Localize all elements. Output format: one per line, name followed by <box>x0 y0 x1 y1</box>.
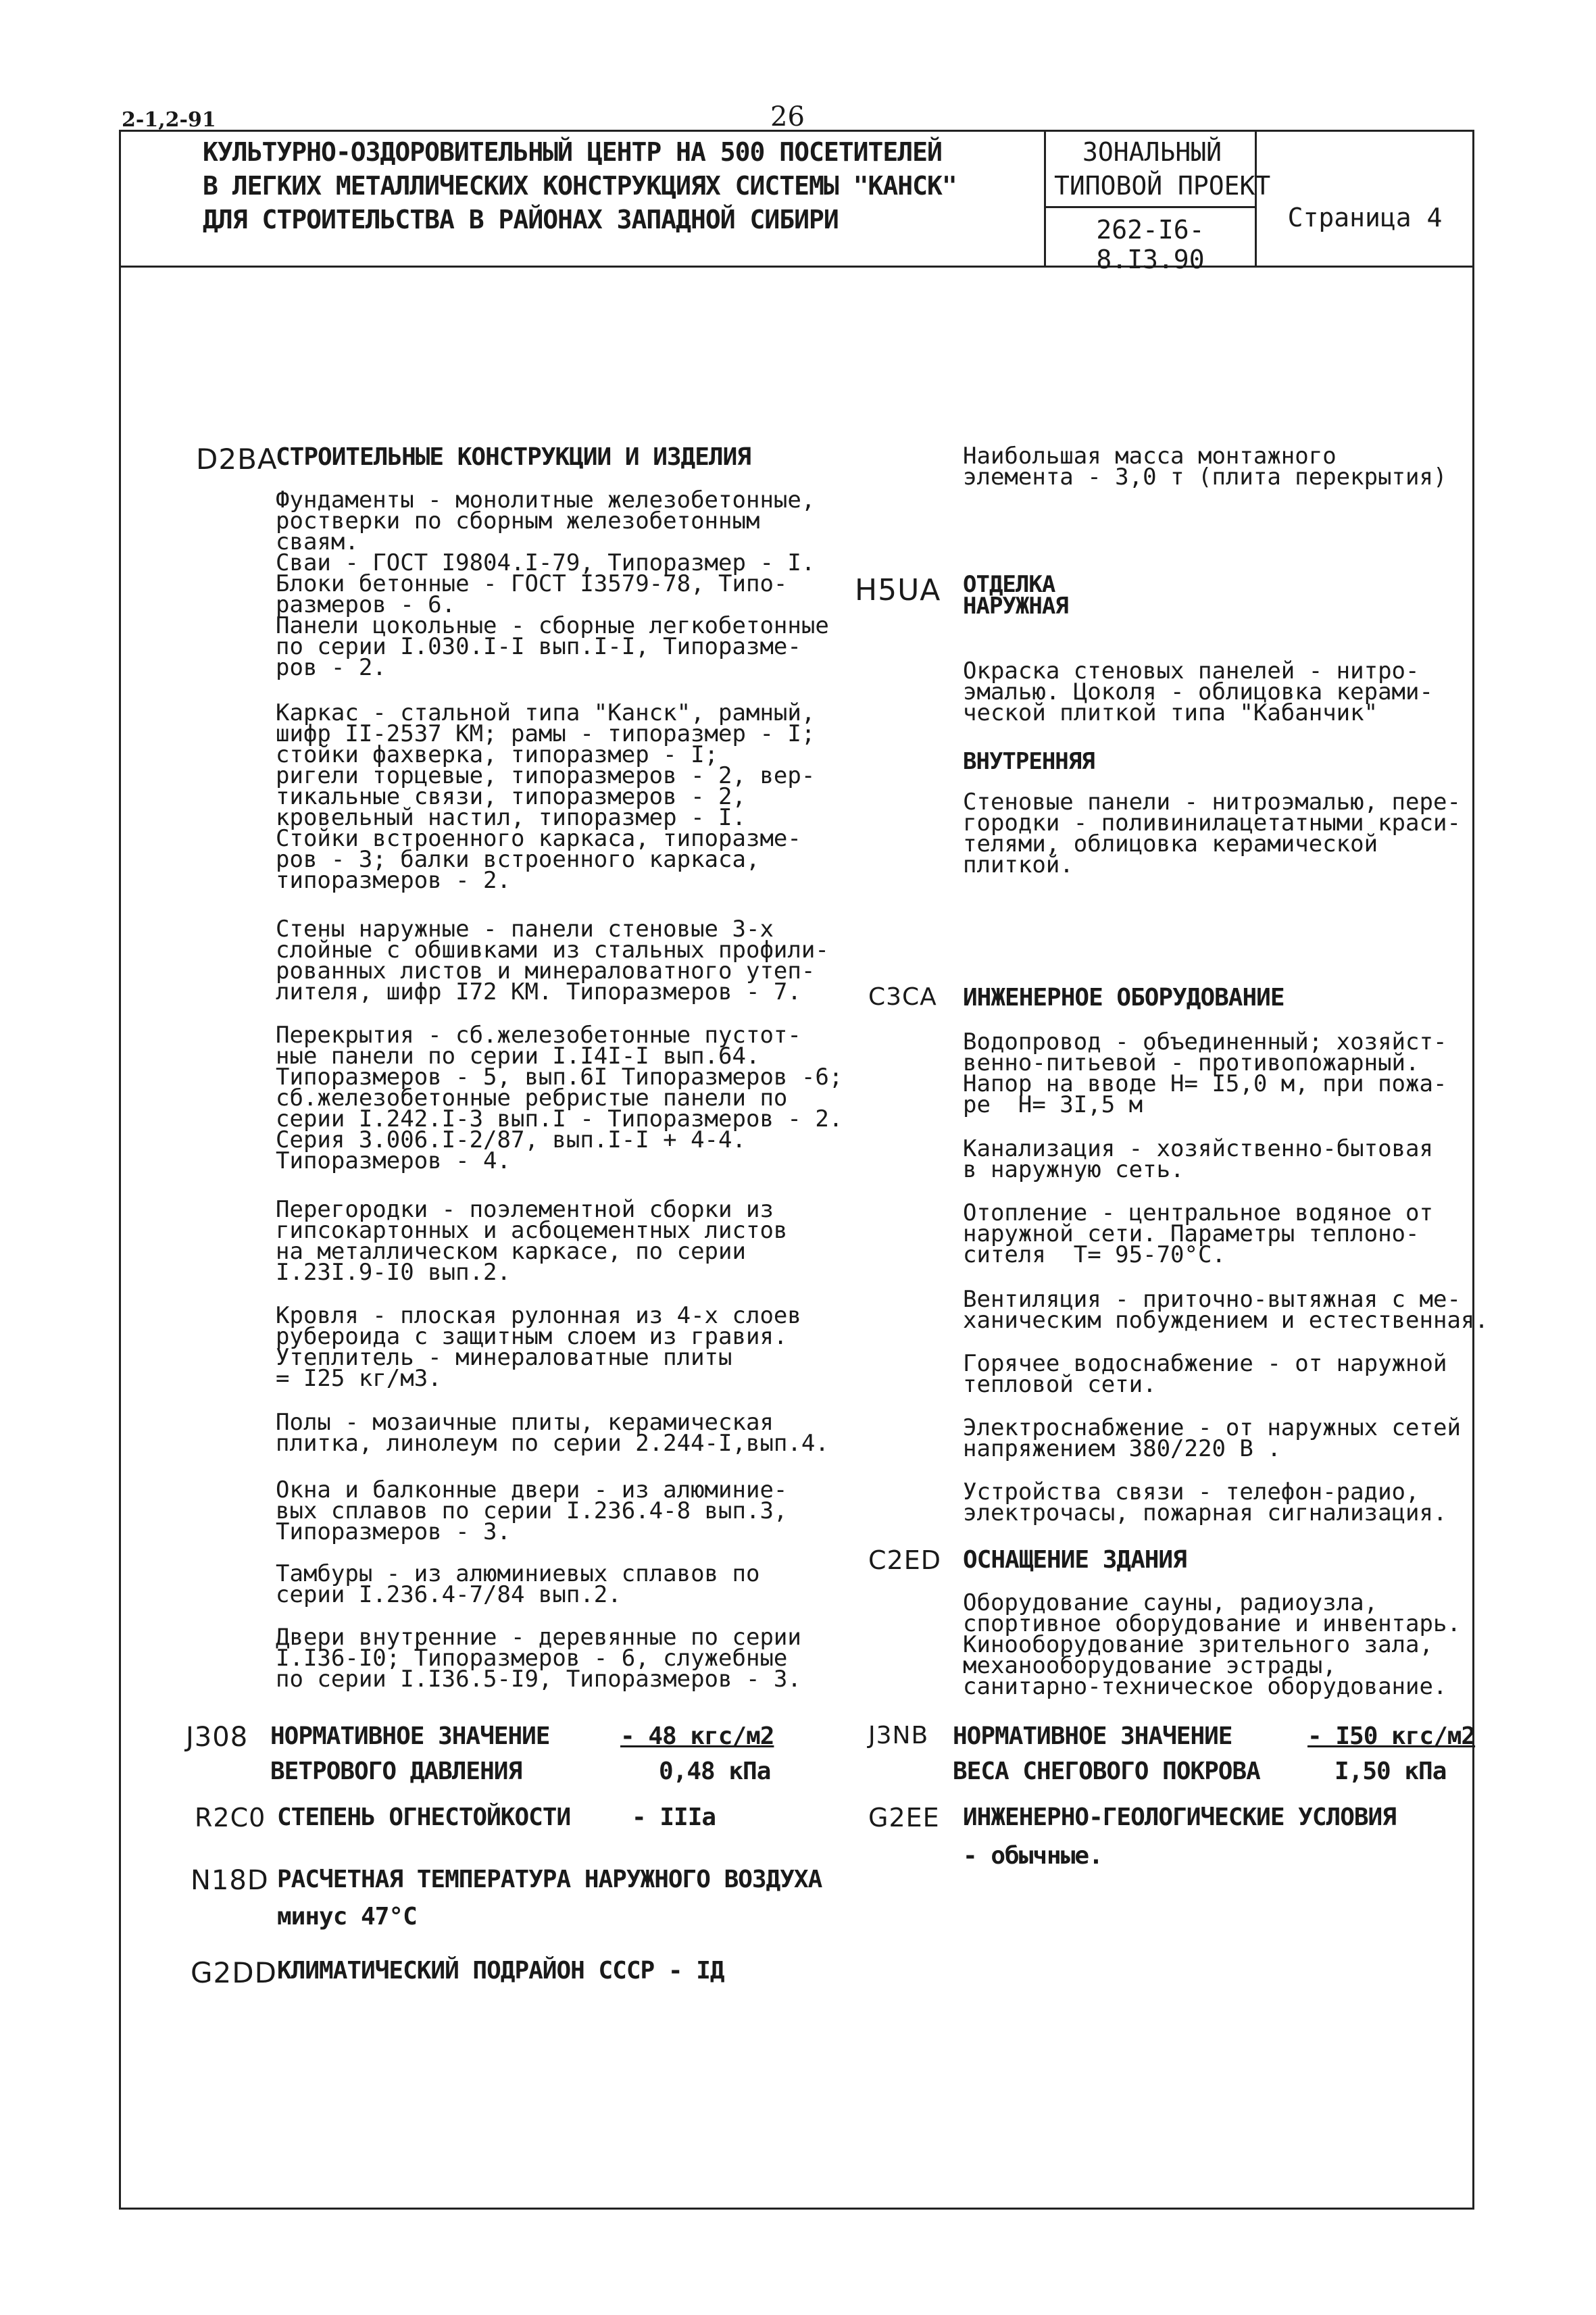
paragraph-exterior-finish: Окраска стеновых панелей - нитро- эмалью. Цоколя - облицовка керами- ческой плиткой типа "Кабанчик" <box>963 657 1433 726</box>
project-title-line: ДЛЯ СТРОИТЕЛЬСТВА В РАЙОНАХ ЗАПАДНОЙ СИБИРИ <box>203 205 839 234</box>
document-code: 2-1,2-91 <box>122 108 216 132</box>
geology-title: ИНЖЕНЕРНО-ГЕОЛОГИЧЕСКИЕ УСЛОВИЯ <box>963 1803 1396 1831</box>
zone-label <box>1054 135 1271 203</box>
section-code: C2ED <box>868 1545 941 1575</box>
zone-label-line: ЗОНАЛЬНЫЙ <box>1082 137 1222 167</box>
paragraph-roof: Кровля - плоская рулонная из 4-х слоев рубероида с защитным слоем из гравия. Утеплитель - минераловатные плиты = I25 кг/м3. <box>276 1302 801 1392</box>
snow-load-value-kpa: I,50 кПа <box>1335 1758 1447 1785</box>
paragraph-frame: Каркас - стальной типа "Канск", рамный, шифр II-2537 КМ; рамы - типоразмер - I; стойки фахверка, типоразмер - I; ригели торцевые, типоразмеров - 2, вер- тикальные связи, типоразмеров - 2, кровельный настил, типоразмер - I. Стойки встроенного каркаса, типоразме- ров - 3; балки встроенного каркаса, типоразмеров - 2. <box>276 699 816 894</box>
section-code: N18D <box>191 1865 269 1896</box>
paragraph-heating: Отопление - центральное водяное от наружной сети. Параметры теплоно- сителя Т= 95-70°С. <box>963 1199 1433 1268</box>
project-number: 262-I6-8.I3.90 <box>1096 215 1205 274</box>
project-title-line: КУЛЬТУРНО-ОЗДОРОВИТЕЛЬНЫЙ ЦЕНТР НА 500 ПОСЕТИТЕЛЕЙ <box>203 137 942 167</box>
project-title-line: В ЛЕГКИХ МЕТАЛЛИЧЕСКИХ КОНСТРУКЦИЯХ СИСТЕМЫ "КАНСК" <box>203 171 957 201</box>
section-title-engineering: ИНЖЕНЕРНОЕ ОБОРУДОВАНИЕ <box>963 984 1285 1012</box>
paragraph-water-supply: Водопровод - объединенный; хозяйст- венно-питьевой - противопожарный. Напор на вводе Н= I5,0 м, при пожа- ре Н= 3I,5 м <box>963 1028 1447 1118</box>
paragraph-foundations: Фундаменты - монолитные железобетонные, ростверки по сборным железобетонным сваям. Сваи - ГОСТ I9804.I-79, Типоразмер - I. Блоки бетонные - ГОСТ I3579-78, Типо- размеров - 6. Панели цокольные - сборные легкобетонные по серии I.030.I-I вып.I-I, Типоразме- ров - 2. <box>276 487 829 681</box>
outdoor-temperature-value: минус 47°С <box>277 1903 417 1931</box>
section-code: R2C0 <box>195 1803 266 1833</box>
snow-load-title: ВЕСА СНЕГОВОГО ПОКРОВА <box>953 1758 1260 1785</box>
paragraph-windows: Окна и балконные двери - из алюминие- вых сплавов по серии I.236.4-8 вып.3, Типоразмеров - 3. <box>276 1476 788 1545</box>
section-subtitle-exterior: НАРУЖНАЯ <box>963 593 1068 620</box>
paragraph-doors: Двери внутренние - деревянные по серии I.I36-I0; Типоразмеров - 6, служебные по серии I.I36.5-I9, Типоразмеров - 3. <box>276 1624 801 1693</box>
paragraph-sewerage: Канализация - хозяйственно-бытовая в наружную сеть. <box>963 1135 1433 1183</box>
wind-value-kpa: 0,48 кПа <box>659 1758 771 1785</box>
snow-load-value-kgf: - I50 кгс/м2 <box>1307 1722 1476 1750</box>
paragraph-communications: Устройства связи - телефон-радио, электрочасы, пожарная сигнализация. <box>963 1478 1447 1526</box>
title-block-divider <box>1044 130 1046 268</box>
section-code: H5UA <box>855 573 941 607</box>
fire-resistance-title: СТЕПЕНЬ ОГНЕСТОЙКОСТИ <box>277 1803 571 1831</box>
section-code: C3CA <box>868 983 937 1011</box>
snow-load-title: НОРМАТИВНОЕ ЗНАЧЕНИЕ <box>953 1722 1232 1750</box>
title-block-divider <box>1044 206 1255 208</box>
paragraph-floors: Перекрытия - сб.железобетонные пустот- ные панели по серии I.I4I-I вып.64. Типоразмеров - 5, вып.6I Типоразмеров -6; сб.железобетонные ребристые панели по серии I.242.I-3 вып.I - Типоразмеров - 2. Серия 3.006.I-2/87, вып.I-I + 4-4. Типоразмеров - 4. <box>276 1022 843 1174</box>
wind-title: ВЕТРОВОГО ДАВЛЕНИЯ <box>270 1758 522 1785</box>
fire-resistance-value: - IIIа <box>632 1803 716 1831</box>
climate-subregion: КЛИМАТИЧЕСКИЙ ПОДРАЙОН СССР - IД <box>277 1957 724 1985</box>
paragraph-vestibules: Тамбуры - из алюминиевых сплавов по серии I.236.4-7/84 вып.2. <box>276 1560 760 1608</box>
wind-value-kgf: - 48 кгс/м2 <box>620 1722 774 1750</box>
paragraph-walls: Стены наружные - панели стеновые 3-х слойные с обшивками из стальных профили- рованных листов и минераловатного утеп- лителя, шифр I72 КМ. Типоразмеров - 7. <box>276 916 829 1005</box>
section-code: G2DD <box>191 1956 277 1989</box>
wind-title: НОРМАТИВНОЕ ЗНАЧЕНИЕ <box>270 1722 550 1750</box>
section-title-finish: ОТДЕЛКА <box>963 571 1055 598</box>
paragraph-hot-water: Горячее водоснабжение - от наружной тепловой сети. <box>963 1350 1447 1398</box>
sheet-label: Страница 4 <box>1287 203 1443 232</box>
paragraph-equipment: Оборудование сауны, радиоузла, спортивное оборудование и инвентарь. Кинооборудование зрительного зала, механооборудование эстрады, санитарно-техническое оборудование. <box>963 1589 1461 1700</box>
page-number: 26 <box>770 101 805 132</box>
section-title-structures: СТРОИТЕЛЬНЫЕ КОНСТРУКЦИИ И ИЗДЕЛИЯ <box>276 443 751 471</box>
section-code: G2EE <box>868 1803 940 1833</box>
max-element-mass: Наибольшая масса монтажного элемента - 3,0 т (плита перекрытия) <box>963 443 1447 491</box>
section-code: D2BA <box>196 443 278 476</box>
geology-value: - обычные. <box>963 1842 1103 1870</box>
paragraph-floor-finish: Полы - мозаичные плиты, керамическая плитка, линолеум по серии 2.244-I,вып.4. <box>276 1409 829 1457</box>
paragraph-electricity: Электроснабжение - от наружных сетей напряжением 380/220 В . <box>963 1414 1461 1462</box>
section-title-equipment: ОСНАЩЕНИЕ ЗДАНИЯ <box>963 1546 1187 1574</box>
section-code: J308 <box>186 1722 249 1753</box>
section-subtitle-interior: ВНУТРЕННЯЯ <box>963 748 1095 775</box>
paragraph-ventilation: Вентиляция - приточно-вытяжная с ме- ханическим побуждением и естественная. <box>963 1286 1489 1334</box>
section-code: J3NB <box>868 1722 929 1749</box>
project-title <box>203 135 957 237</box>
zone-label-line: ТИПОВОЙ ПРОЕКТ <box>1054 171 1271 201</box>
paragraph-partitions: Перегородки - поэлементной сборки из гипсокартонных и асбоцементных листов на металлическом каркасе, по серии I.23I.9-I0 вып.2. <box>276 1196 788 1286</box>
outdoor-temperature-title: РАСЧЕТНАЯ ТЕМПЕРАТУРА НАРУЖНОГО ВОЗДУХА <box>277 1866 822 1893</box>
paragraph-interior-finish: Стеновые панели - нитроэмалью, пере- городки - поливинилацетатными краси- телями, облицовка керамической плиткой. <box>963 789 1461 878</box>
